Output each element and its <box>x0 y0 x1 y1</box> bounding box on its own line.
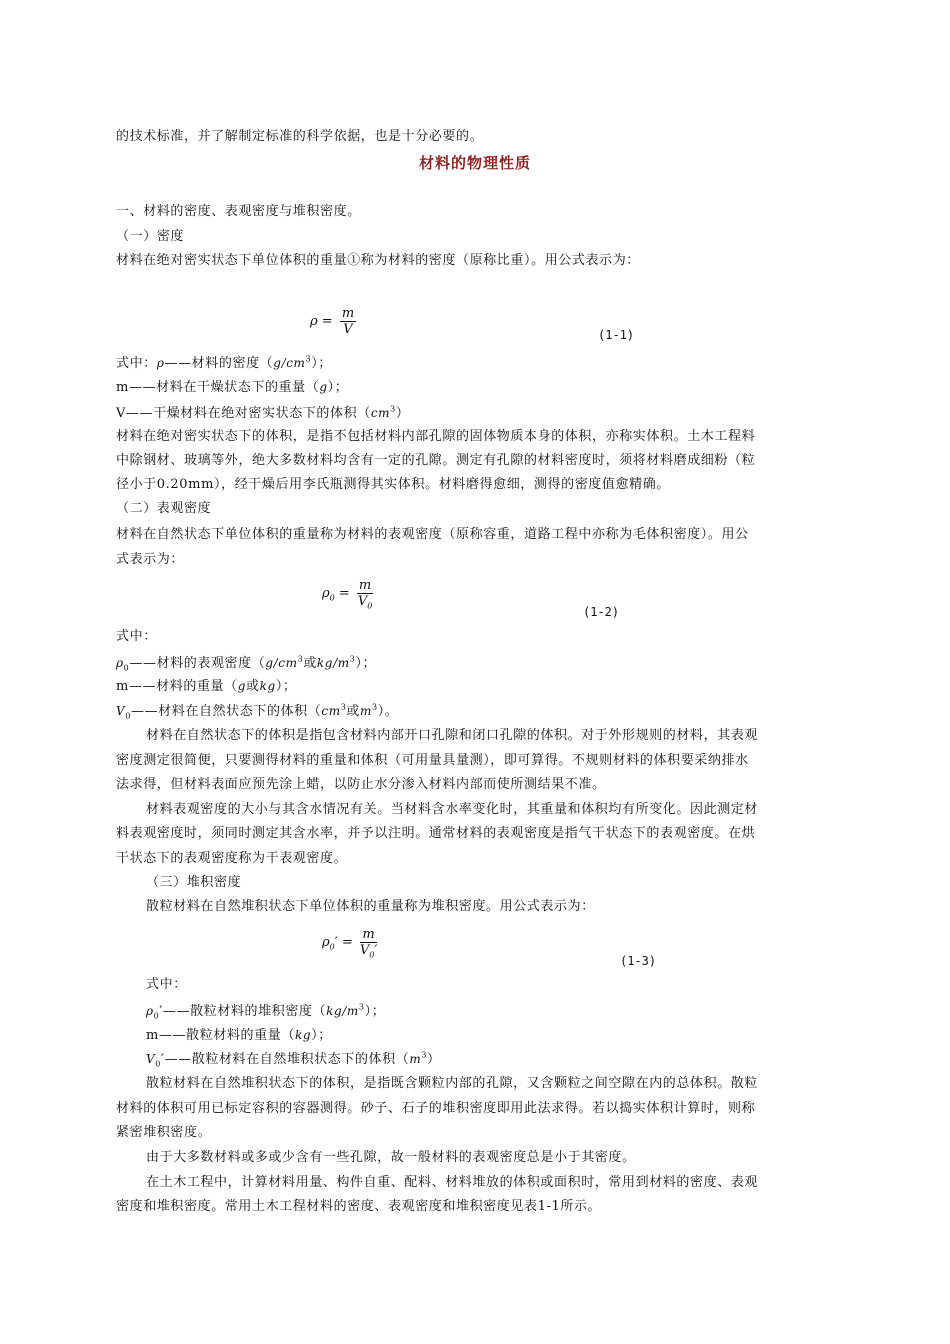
paragraph-line: 密度和堆积密度。常用土木工程材料的密度、表观密度和堆积密度见表1-1所示。 <box>116 1199 602 1214</box>
paragraph-line: 散粒材料在自然堆积状态下的体积，是指既含颗粒内部的孔隙，又含颗粒之间空隙在内的总体积。散粒 <box>146 1076 759 1091</box>
bulk-density-definition: 散粒材料在自然堆积状态下单位体积的重量称为堆积密度。用公式表示为： <box>146 899 595 914</box>
paragraph-line: 材料在绝对密实状态下的体积，是指不包括材料内部孔隙的固体物质本身的体积，亦称实体积。土木工程料 <box>116 429 756 444</box>
paragraph-line: 干状态下的表观密度称为干表观密度。 <box>116 851 348 866</box>
subheading-bulk-density: （三）堆积密度 <box>146 875 242 890</box>
equation-number: (1-1) <box>598 328 635 342</box>
paragraph-line: 径小于0.20mm），经干燥后用李氏瓶测得其实体积。材料磨得愈细，测得的密度值愈精确。 <box>116 477 670 492</box>
paragraph-line: 密度测定很简便，只要测得材料的重量和体积（可用量具量测），即可算得。不规则材料的体积要采纳排水 <box>116 753 749 768</box>
var-v0: $V_0——$材料在自然状态下的体积（$cm^3$或$m^3$）。 <box>116 702 399 721</box>
subheading-apparent-density: （二）表观密度 <box>116 501 212 516</box>
equation-number: (1-3) <box>620 954 657 968</box>
formula-1-1: ρ = $\frac{m}{V}$ <box>310 306 355 337</box>
paragraph-line: 材料在自然状态下的体积是指包含材料内部开口孔隙和闭口孔隙的体积。对于外形规则的材料，其表观 <box>146 728 759 743</box>
density-definition: 材料在绝对密实状态下单位体积的重量①称为材料的密度（原称比重）。用公式表示为： <box>116 253 640 268</box>
paragraph-line: 在土木工程中，计算材料用量、构件自重、配料、材料堆放的体积或面积时，常用到材料的密度、表观 <box>146 1175 759 1190</box>
subheading-density: （一）密度 <box>116 229 185 244</box>
var-rho0: $\rho_0——$材料的表观密度（$g/cm^3$或$kg/m^3$）； <box>116 654 377 673</box>
var-v: V——干燥材料在绝对密实状态下的体积$(cm^3)$ <box>116 404 410 421</box>
paragraph-line: 材料表观密度的大小与其含水情况有关。当材料含水率变化时，其重量和体积均有所变化。因此测定材 <box>146 802 759 817</box>
paragraph-line: 由于大多数材料或多或少含有一些孔隙，故一般材料的表观密度总是小于其密度。 <box>146 1150 636 1165</box>
paragraph-line: 式表示为： <box>116 552 185 567</box>
formula-1-2: $\rho_0$ = $\frac{m}{V_0}$ <box>322 578 373 611</box>
paragraph-line: 紧密堆积密度。 <box>116 1125 212 1140</box>
var-m: m——材料的重量（g或kg）； <box>116 679 297 694</box>
where-label: 式中： <box>146 977 187 992</box>
where-label: 式中： <box>116 629 157 644</box>
var-rho: 式中：ρ——材料的密度$(g/cm^3)$； <box>116 354 332 371</box>
var-m: m——散粒材料的重量（kg）； <box>146 1028 332 1043</box>
paragraph-line: 材料的体积可用已标定容积的容器测得。砂子、石子的堆积密度即用此法求得。若以捣实体积计算时，则称 <box>116 1101 756 1116</box>
paragraph-line: 法求得，但材料表面应预先涂上蜡，以防止水分渗入材料内部而使所测结果不准。 <box>116 777 606 792</box>
paragraph-line: 材料在自然状态下单位体积的重量称为材料的表观密度（原称容重，道路工程中亦称为毛体积密度）。用公 <box>116 527 749 542</box>
paragraph-line: 中除钢材、玻璃等外，绝大多数材料均含有一定的孔隙。测定有孔隙的材料密度时，须将材料磨成细粉（粒 <box>116 453 756 468</box>
formula-1-3: $\rho_0'$ = $\frac{m}{V_0'}$ <box>322 927 378 960</box>
var-m: m——材料在干燥状态下的重量（g）； <box>116 380 349 395</box>
section-heading: 一、材料的密度、表观密度与堆积密度。 <box>116 204 361 219</box>
section-title: 材料的物理性质 <box>418 154 531 172</box>
var-v0-prime: $V_0'——$散粒材料在自然堆积状态下的体积$(m^3)$ <box>146 1050 441 1069</box>
paragraph-line: 料表观密度时，须同时测定其含水率，并予以注明。通常材料的表观密度是指气干状态下的表观密度。在烘 <box>116 826 756 841</box>
intro-line: 的技术标准，并了解制定标准的科学依据，也是十分必要的。 <box>116 129 484 144</box>
var-rho0-prime: $\rho_0'——$散粒材料的堆积密度$(kg/m^3)$； <box>146 1002 386 1021</box>
equation-number: (1-2) <box>583 605 620 619</box>
